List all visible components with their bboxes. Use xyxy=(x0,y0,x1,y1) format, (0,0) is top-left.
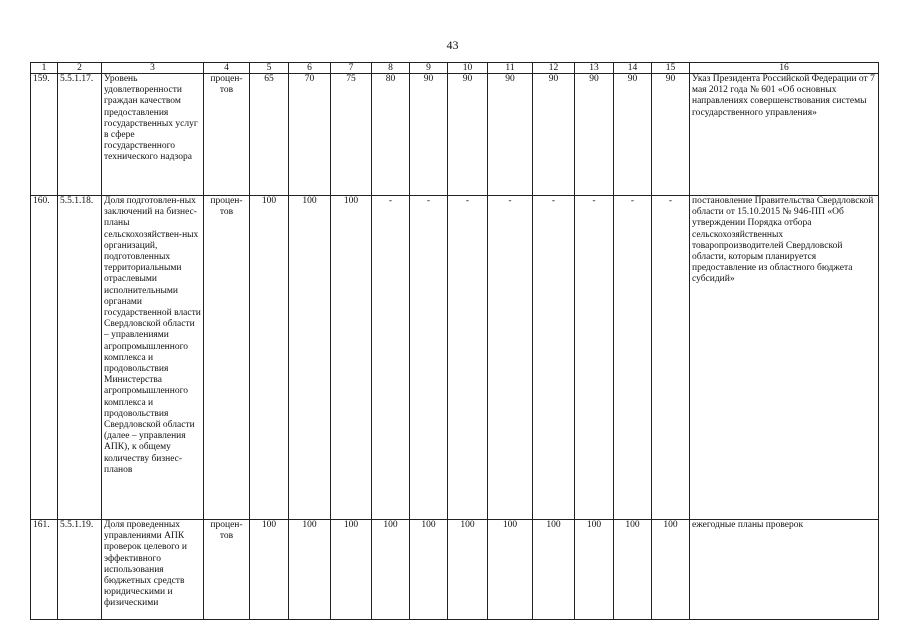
column-header: 13 xyxy=(575,63,614,74)
indicator-code: 5.5.1.17. xyxy=(58,74,102,196)
table-row xyxy=(31,74,879,196)
value-cell: - xyxy=(448,196,488,520)
column-header: 4 xyxy=(204,63,250,74)
indicator-code: 5.5.1.19. xyxy=(58,520,102,620)
indicator-name: Доля проведенных управлениями АПК проверок целевого и эффективного использования бюджетных средств юридическими и физическими xyxy=(102,520,204,620)
page-number: 43 xyxy=(446,38,459,52)
column-header: 6 xyxy=(289,63,331,74)
source-document: ежегодные планы проверок xyxy=(690,520,879,620)
value-cell: - xyxy=(372,196,410,520)
table-row xyxy=(31,520,879,620)
value-cell: 100 xyxy=(614,520,652,620)
value-cell: 80 xyxy=(372,74,410,196)
indicator-name: Доля подготовлен-ных заключений на бизнес-планы сельскохозяйствен-ных организаций, подготовленных территориальными отраслевыми исполнительными органами государственной власти Свердловской области – управлениями агропромышленного комплекса и продовольствия Министерства агропромышленного комплекса и продовольствия Свердловской области (далее – управления АПК), к общему количеству бизнес-планов xyxy=(102,196,204,520)
column-header: 7 xyxy=(331,63,372,74)
column-header: 10 xyxy=(448,63,488,74)
column-header: 11 xyxy=(488,63,533,74)
indicator-name: Уровень удовлетворенности граждан качеством предоставления государственных услуг в сфере государственного технического надзора xyxy=(102,74,204,196)
column-header: 1 xyxy=(31,63,58,74)
indicator-code: 5.5.1.18. xyxy=(58,196,102,520)
source-document: постановление Правительства Свердловской области от 15.10.2015 № 946-ПП «Об утверждении Порядка отбора сельскохозяйственных товаропроизводителей Свердловской области, которым планируется предоставление из областного бюджета субсидий» xyxy=(690,196,879,520)
value-cell: - xyxy=(652,196,690,520)
value-cell: - xyxy=(488,196,533,520)
column-header: 3 xyxy=(102,63,204,74)
row-number: 159. xyxy=(31,74,58,196)
value-cell: 100 xyxy=(488,520,533,620)
value-cell: 100 xyxy=(448,520,488,620)
row-number: 161. xyxy=(31,520,58,620)
value-cell: 100 xyxy=(652,520,690,620)
value-cell: 90 xyxy=(575,74,614,196)
value-cell: 90 xyxy=(614,74,652,196)
column-header: 12 xyxy=(533,63,575,74)
value-cell: 90 xyxy=(488,74,533,196)
value-cell: 90 xyxy=(533,74,575,196)
value-cell: 100 xyxy=(372,520,410,620)
value-cell: 100 xyxy=(289,196,331,520)
value-cell: 90 xyxy=(448,74,488,196)
column-header: 8 xyxy=(372,63,410,74)
value-cell: - xyxy=(533,196,575,520)
source-document: Указ Президента Российской Федерации от 7 мая 2012 года № 601 «Об основных направлениях совершенствования системы государственного управления» xyxy=(690,74,879,196)
row-number: 160. xyxy=(31,196,58,520)
value-cell: - xyxy=(614,196,652,520)
table-row xyxy=(31,196,879,520)
value-cell: 90 xyxy=(410,74,448,196)
unit: процен-тов xyxy=(204,196,250,520)
column-number-row xyxy=(31,63,879,74)
value-cell: 75 xyxy=(331,74,372,196)
column-header: 9 xyxy=(410,63,448,74)
indicator-table xyxy=(30,62,879,620)
value-cell: 100 xyxy=(289,520,331,620)
unit: процен-тов xyxy=(204,520,250,620)
column-header: 5 xyxy=(250,63,289,74)
unit: процен-тов xyxy=(204,74,250,196)
column-header: 15 xyxy=(652,63,690,74)
value-cell: 100 xyxy=(575,520,614,620)
value-cell: 100 xyxy=(250,520,289,620)
column-header: 16 xyxy=(690,63,879,74)
column-header: 14 xyxy=(614,63,652,74)
value-cell: 100 xyxy=(533,520,575,620)
value-cell: 70 xyxy=(289,74,331,196)
column-header: 2 xyxy=(58,63,102,74)
value-cell: 100 xyxy=(410,520,448,620)
value-cell: 65 xyxy=(250,74,289,196)
value-cell: - xyxy=(575,196,614,520)
value-cell: 100 xyxy=(250,196,289,520)
value-cell: 90 xyxy=(652,74,690,196)
value-cell: - xyxy=(410,196,448,520)
value-cell: 100 xyxy=(331,520,372,620)
value-cell: 100 xyxy=(331,196,372,520)
